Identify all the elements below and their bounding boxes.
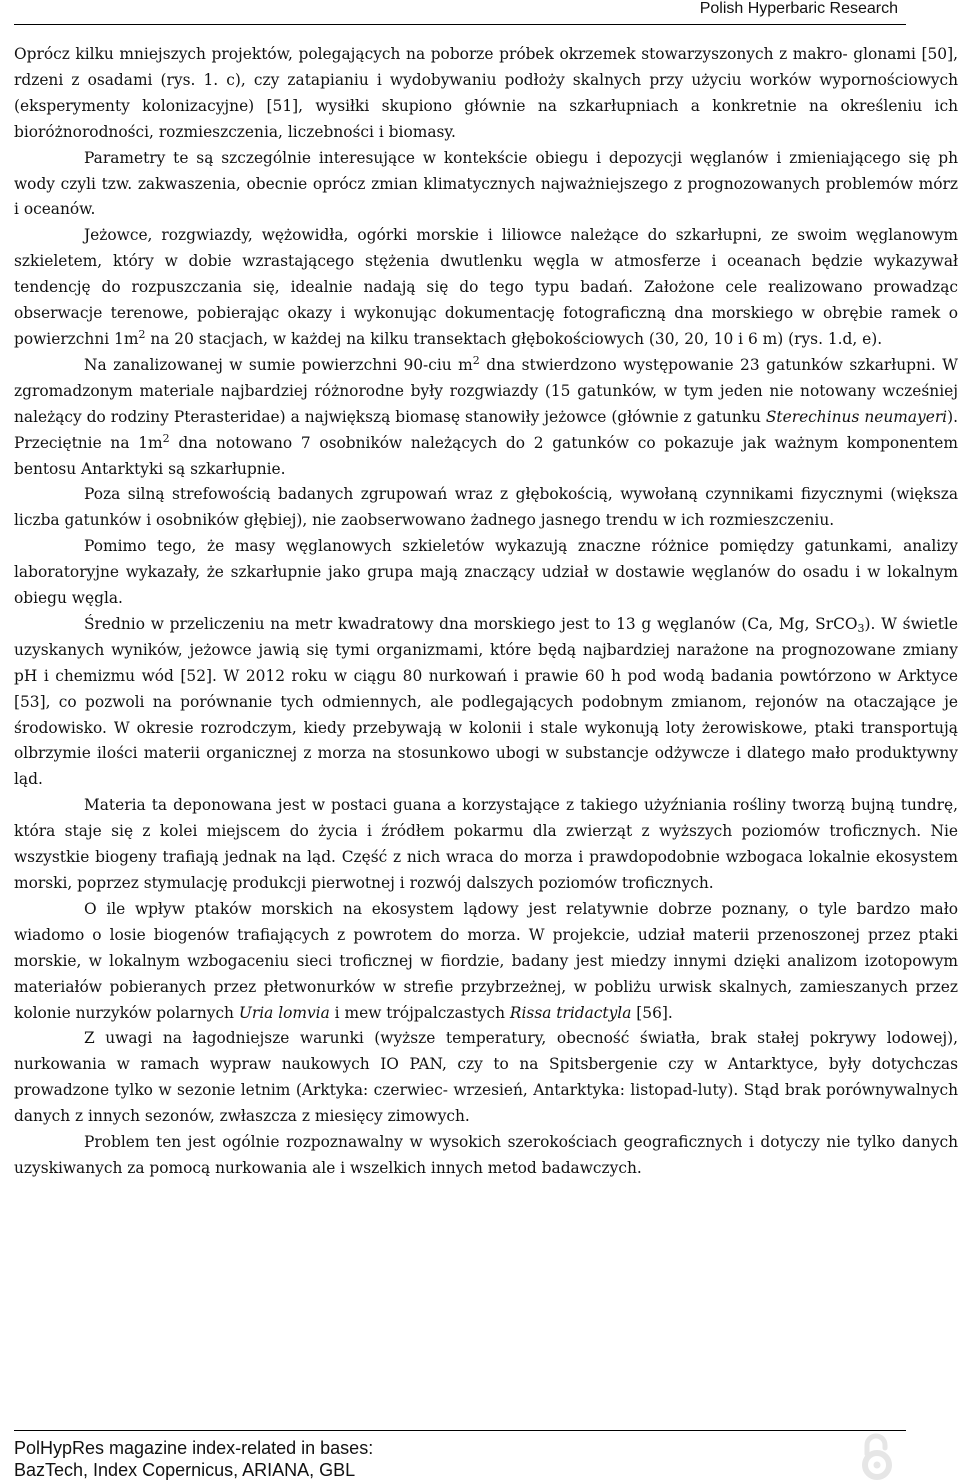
paragraph-text: i mew trójpalczastych [329,1003,510,1022]
body-paragraph [14,353,958,483]
footer-index-line: PolHypRes magazine index-related in bases: [14,1438,374,1458]
script-text: 2 [472,353,480,367]
paragraph-text: O ile wpływ ptaków morskich na ekosystem lądowy jest relatywnie dobrze poznany, o tyle bardzo mało wiadomo o losie biogenów trafiających z powrotem do morza. W projekcie, udział materii przenoszonej przez ptaki morskie, w lokalnym wzbogaceniu sieci troficznej w fiordzie, badany jest miedzy innymi dzięki analizom izotopowym materiałów pobieranych przez płetwonurków w strefie przybrzeżnej, w pobliżu urwisk skalnych, zamieszanych przez kolonie nurzyków polarnych [14,899,958,1022]
paragraph-text: [56]. [631,1003,673,1022]
body-paragraph [14,42,958,146]
body-paragraph [14,1026,958,1130]
paragraph-text: Z uwagi na łagodniejsze warunki (wyższe temperatury, obecność światła, brak stałej pokrywy lodowej), nurkowania w ramach wypraw naukowych IO PAN, czy to na Spitsbergenie czy w Antarktyce, były dotychczas prowadzone tylko w sezonie letnim (Arktyka: czerwiec- wrzesień, Antarktyka: listopad-luty). Stąd brak porównywalnych danych z innych sezonów, zwłaszcza z miesięcy zimowych. [14,1029,958,1126]
paragraph-text: dna stwierdzono występowanie 23 gatunków szkarłupni. W zgromadzonym materiale najbardziej różnorodne były rozgwiazdy (15 gatunków, w tym jeden nie notowany wcześniej należący do rodziny Pterasteridae) a największą biomasę stanowiły jeżowce (głównie z gatunku [14,355,958,426]
species-name: Uria lomvia [238,1003,330,1022]
body-paragraph [14,612,958,793]
species-name: Sterechinus neumayeri [765,407,948,426]
footer-divider [14,1430,906,1431]
paragraph-text: Oprócz kilku mniejszych projektów, polegających na poborze próbek okrzemek stowarzyszonych z makro- glonami [50], rdzeni z osadami (rys. 1. c), czy zatapianiu i wydobywaniu podłoży skalnych przy użyciu worków wypornościowych (eksperymenty kolonizacyjne) [51], wysiłki skupiono głównie na szkarłupniach a konkretnie na określeniu ich bioróżnorodności, rozmieszczenia, liczebności i biomasy. [14,45,958,141]
article-body [14,42,958,1182]
paragraph-text: ). W świetle uzyskanych wyników, jeżowce jawią się tymi organizmami, które będą najbardziej narażone na prognozowane zmiany pH i chemizmu wód [52]. W 2012 roku w ciągu 80 nurkowań i prawie 60 h pod wodą badania powtórzono w Arktyce [53], co pozwoli na porównanie tych odmiennych, ale podlegających podobnym zmianom, rejonów na otaczające je środowisko. W okresie rozrodczym, kiedy przebywają w kolonii i stale wykonują loty żerowiskowe, ptaki transportują olbrzymie ilości materii organicznej z morza na stosunkowo ubogi w substancje odżywcze i dlatego mało produktywny ląd. [14,614,958,789]
paragraph-text: Średnio w przeliczeniu na metr kwadratowy dna morskiego jest to 13 g węglanów (Ca, Mg, SrCO [84,614,858,633]
footer-bases-line: BazTech, Index Copernicus, ARIANA, GBL [14,1460,356,1480]
body-paragraph [14,897,958,1027]
paragraph-text: Problem ten jest ogólnie rozpoznawalny w wysokich szerokościach geograficznych i dotyczy nie tylko danych uzyskiwanych za pomocą nurkowania ale i wszelkich innych metod badawczych. [14,1133,958,1177]
paragraph-text: Na zanalizowanej w sumie powierzchni 90-ciu m [84,355,473,374]
body-paragraph [14,146,958,224]
paragraph-text: Parametry te są szczególnie interesujące w kontekście obiegu i depozycji węglanów i zmieniającego się ph wody czyli tzw. zakwaszenia, obecnie oprócz zmian klimatycznych najważniejszego z prognozowanych problemów mórz i oceanów. [14,148,958,219]
page-footer [14,1437,373,1481]
paragraph-text: ). Przeciętnie na 1m [14,407,959,452]
paragraph-text: Materia ta deponowana jest w postaci guana a korzystające z takiego użyźniania rośliny tworzą bujną tundrę, która staje się z kolei miejscem do życia i źródłem pokarmu dla zwierząt z wyższych poziomów troficznych. Nie wszystkie biogeny trafiają jednak na ląd. Część z nich wraca do morza i prawdopodobnie wzbogaca lokalnie ekosystem morski, poprzez stymulację produkcji pierwotnej i rozwój dalszych poziomów troficznych. [14,796,958,892]
species-name: Rissa tridactyla [509,1003,632,1022]
body-paragraph [14,223,958,353]
script-text: 3 [857,621,865,635]
script-text: 2 [162,431,170,445]
journal-title: Polish Hyperbaric Research [699,0,898,17]
body-paragraph [14,793,958,897]
body-paragraph [14,482,958,534]
paragraph-text: na 20 stacjach, w każdej na kilku transektach głębokościowych (30, 20, 10 i 6 m) (rys. 1.d, e). [145,329,883,348]
paragraph-text: Pomimo tego, że masy węglanowych szkieletów wykazują znaczne różnice pomiędzy gatunkami, analizy laboratoryjne wykazały, że szkarłupnie jako grupa mają znaczący udział w dostawie węglanów do osadu i w lokalnym obiegu węgla. [14,537,958,608]
script-text: 2 [138,327,146,341]
body-paragraph [14,534,958,612]
body-paragraph [14,1130,958,1182]
paragraph-text: dna notowano 7 osobników należących do 2 gatunków co pokazuje jak ważnym komponentem bentosu Antarktyki są szkarłupnie. [14,433,959,478]
paragraph-text: Poza silną strefowością badanych zgrupowań wraz z głębokością, wywołaną czynnikami fizycznymi (większa liczba gatunków i osobników głębiej), nie zaobserwowano żadnego jasnego trendu w ich rozmieszczeniu. [14,485,958,530]
page-header [14,0,906,25]
paragraph-text: Jeżowce, rozgwiazdy, wężowidła, ogórki morskie i liliowce należące do szkarłupni, ze swoim węglanowym szkieletem, który w dobie wzrastającego stężenia dwutlenku węgla w atmosferze i oceanach będzie wykazywał tendencję do rozpuszczania się, idealnie nadają się do tego typu badań. Założone cele realizowano prowadząc obserwacje terenowe, pobierając okazy i wykonując dokumentację fotograficzną dna morskiego w obrębie ramek o powierzchni 1m [14,226,958,348]
open-access-icon [858,1432,896,1480]
